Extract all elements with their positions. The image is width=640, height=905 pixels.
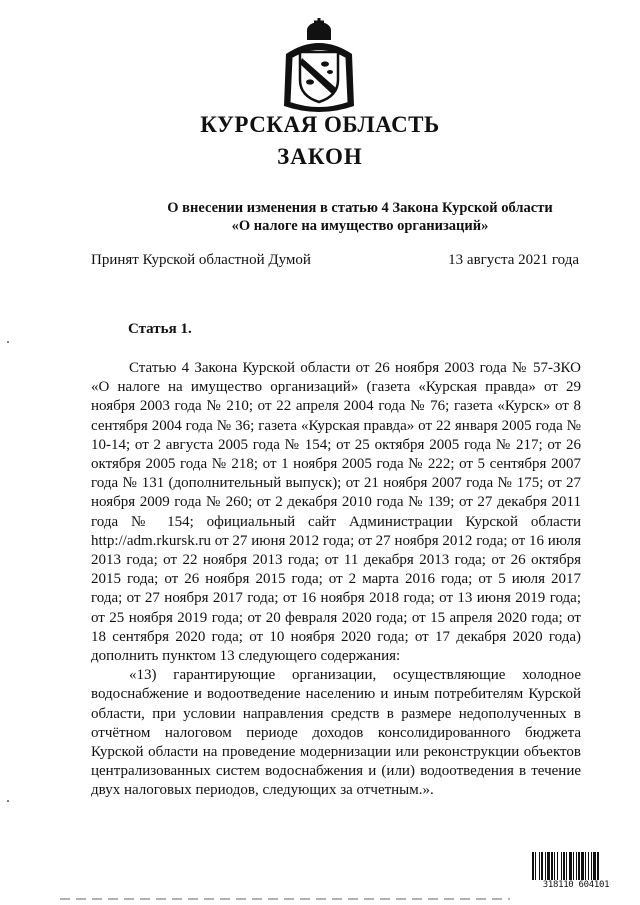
barcode-bar (541, 852, 543, 882)
adopted-by: Принят Курской областной Думой (91, 252, 311, 268)
barcode-bar (588, 852, 589, 882)
barcode-bar (554, 852, 555, 882)
law-subject (140, 199, 580, 235)
scan-speck (7, 800, 9, 802)
scan-speck (7, 341, 9, 343)
barcode-bar (569, 852, 572, 882)
article-paragraph: Статью 4 Закона Курской области от 26 ноября 2003 года № 57-ЗКО «О налоге на имущество организаций» (газета «Курская правда» от 29 ноября 2003 года № 210; от 22 апреля 2004 года № 76; газета «Курск» от 8 сентября 2004 года № 36; газета «Курская правда» от 22 января 2005 года № 10-14; от 2 августа 2005 года № 154; от 25 октября 2005 года № 217; от 26 октября 2005 года № 218; от 1 ноября 2005 года № 222; от 5 сентября 2007 года № 131 (дополнительный выпуск); от 21 ноября 2007 года № 175; от 27 ноября 2009 года № 260; от 2 декабря 2010 года № 139; от 27 декабря 2011 года № 154; официальный сайт Администрации Курской области http://adm.rkursk.ru от 27 июня 2012 года; от 27 ноября 2012 года; от 16 июля 2013 года; от 22 ноября 2013 года; от 11 декабря 2013 года; от 26 октября 2015 года; от 26 ноября 2015 года; от 2 марта 2016 года; от 5 июля 2017 года; от 27 ноября 2017 года; от 16 ноября 2018 года; от 13 июня 2019 года; от 25 ноября 2019 года; от 20 февраля 2020 года; от 15 апреля 2020 года; от 18 сентября 2020 года; от 10 ноября 2020 года; от 17 декабря 2020 года) дополнить пунктом 13 следующего содержания: (91, 360, 581, 665)
region-title: КУРСКАЯ ОБЛАСТЬ (200, 112, 440, 137)
subject-line-1: О внесении изменения в статью 4 Закона Курской области (167, 200, 553, 216)
adoption-line (91, 252, 579, 269)
barcode-bar (581, 852, 584, 882)
barcode-bar (576, 852, 577, 882)
barcode-bar (585, 852, 586, 882)
barcode-bar (578, 852, 580, 882)
barcode-bar (535, 852, 536, 882)
barcode-bar (561, 852, 562, 882)
barcode-bar (532, 852, 534, 882)
barcode-bar (545, 852, 546, 882)
barcode-bar (597, 852, 599, 882)
barcode-bar (563, 852, 565, 882)
article-title: Статья 1. (128, 321, 192, 337)
barcode-bar (551, 852, 553, 882)
subject-line-2: «О налоге на имущество организаций» (231, 218, 489, 234)
coat-of-arms-icon (278, 18, 360, 118)
document-type: ЗАКОН (277, 144, 363, 169)
barcode-bar (573, 852, 574, 882)
barcode-bar (593, 852, 596, 882)
barcode-bar (557, 852, 558, 882)
barcode-bar (539, 852, 540, 882)
barcode-bar (547, 852, 550, 882)
article-paragraph: «13) гарантирующие организации, осуществляющие холодное водоснабжение и водоотведение населению и иным потребителям Курской области, при условии направления средств в размере недополученных в отчётном налоговом периоде доходов консолидированного бюджета Курской области на проведение модернизации или реконструкции объектов централизованных систем водоснабжения и (или) водоотведения в течение двух налоговых периодов, следующих за отчетным.». (91, 667, 581, 799)
scan-artifact (60, 898, 510, 900)
barcode-bar (566, 852, 567, 882)
adoption-date: 13 августа 2021 года (448, 252, 579, 268)
article-body (91, 359, 581, 801)
barcode-number: 318110 604101 (531, 880, 621, 890)
barcode-bar (591, 852, 592, 882)
